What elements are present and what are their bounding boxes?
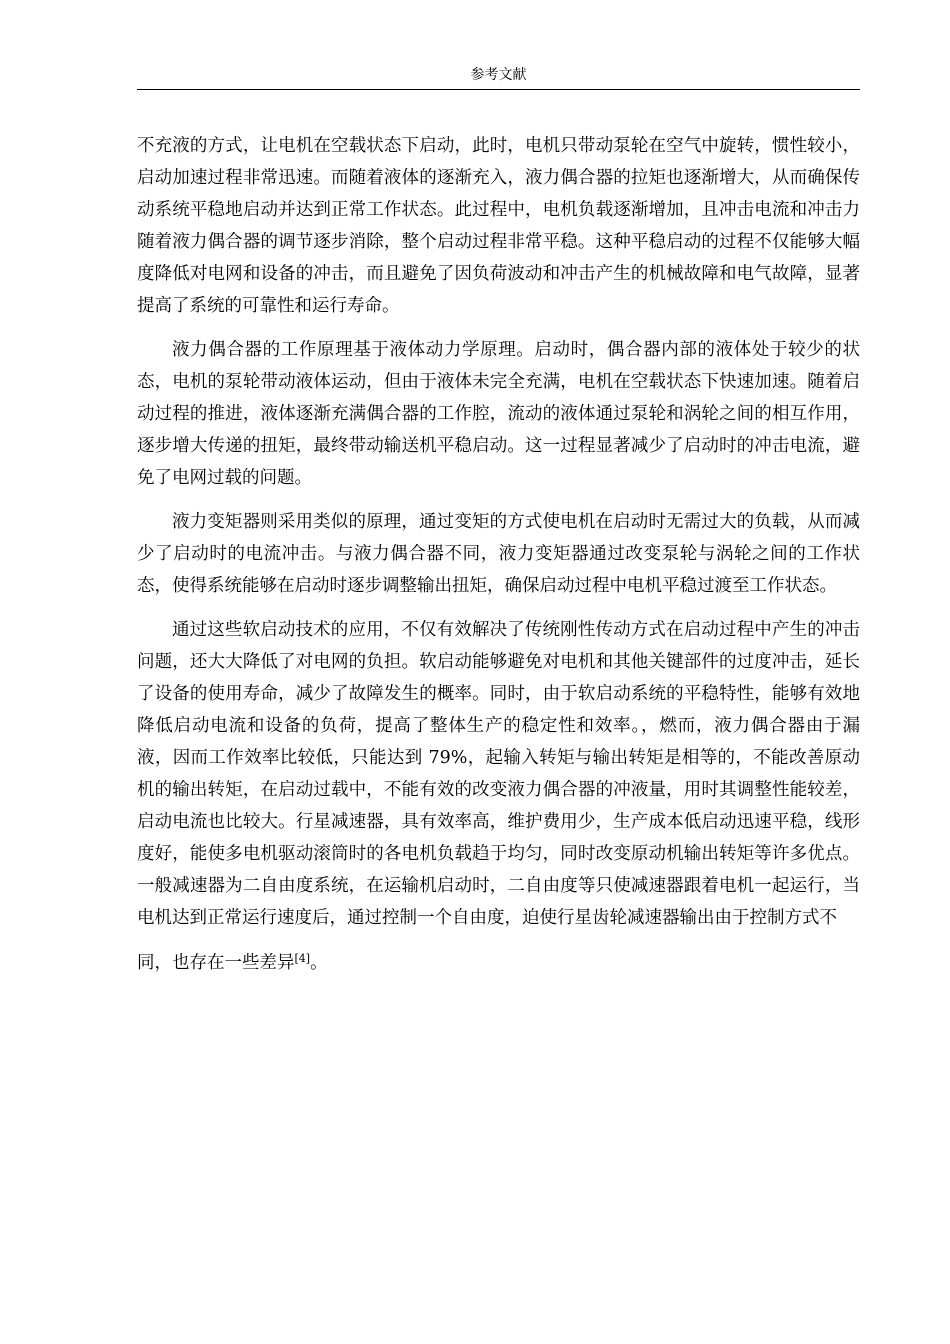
paragraph-4: 通过这些软启动技术的应用，不仅有效解决了传统刚性传动方式在启动过程中产生的冲击问题，还大大降低了对电网的负担。软启动能够避免对电机和其他关键部件的过度冲击，延长了设备的使用寿命，减少了故障发生的概率。同时，由于软启动系统的平稳特性，能够有效地降低启动电流和设备的负荷，提高了整体生产的稳定性和效率。，燃而，液力偶合器由于漏液，因而工作效率比较低，只能达到 79%，起输入转矩与输出转矩是相等的，不能改善原动机的输出转矩，在启动过载中，不能有效的改变液力偶合器的冲液量，用时其调整性能较差，启动电流也比较大。行星减速器，具有效率高，维护费用少，生产成本低启动迅速平稳，线形度好，能使多电机驱动滚筒时的各电机负载趋于均匀，同时改变原动机输出转矩等许多优点。一般减速器为二自由度系统，在运输机启动时，二自由度等只使减速器跟着电机一起运行，当电机达到正常运行速度后，通过控制一个自由度，迫使行星齿轮减速器输出由于控制方式不 (137, 620, 860, 928)
paragraph-4-end-punct: 。 (310, 953, 328, 973)
document-body (137, 130, 860, 979)
paragraph-1: 不充液的方式，让电机在空载状态下启动，此时，电机只带动泵轮在空气中旋转，惯性较小，启动加速过程非常迅速。而随着液体的逐渐充入，液力偶合器的拉矩也逐渐增大，从而确保传动系统平稳地启动并达到正常工作状态。此过程中，电机负载逐渐增加，且冲击电流和冲击力随着液力偶合器的调节逐步消除，整个启动过程非常平稳。这种平稳启动的过程不仅能够大幅度降低对电网和设备的冲击，而且避免了因负荷波动和冲击产生的机械故障和电气故障，显著提高了系统的可靠性和运行寿命。 (137, 136, 860, 316)
paragraph-2: 液力偶合器的工作原理基于液体动力学原理。启动时，偶合器内部的液体处于较少的状态，电机的泵轮带动液体运动，但由于液体未完全充满，电机在空载状态下快速加速。随着启动过程的推进，液体逐渐充满偶合器的工作腔，流动的液体通过泵轮和涡轮之间的相互作用，逐步增大传递的扭矩，最终带动输送机平稳启动。这一过程显著减少了启动时的冲击电流，避免了电网过载的问题。 (137, 340, 860, 488)
paragraph-4-final-line (137, 947, 860, 979)
paragraph-4-tail-text: 同，也存在一些差异 (137, 953, 295, 973)
page-header-title: 参考文献 (470, 67, 527, 83)
citation-marker[interactable]: [4] (294, 952, 311, 965)
paragraph-3: 液力变矩器则采用类似的原理，通过变矩的方式使电机在启动时无需过大的负载，从而减少了启动时的电流冲击。与液力偶合器不同，液力变矩器通过改变泵轮与涡轮之间的工作状态，使得系统能够在启动时逐步调整输出扭矩，确保启动过程中电机平稳过渡至工作状态。 (137, 512, 860, 596)
header-rule (137, 89, 860, 90)
